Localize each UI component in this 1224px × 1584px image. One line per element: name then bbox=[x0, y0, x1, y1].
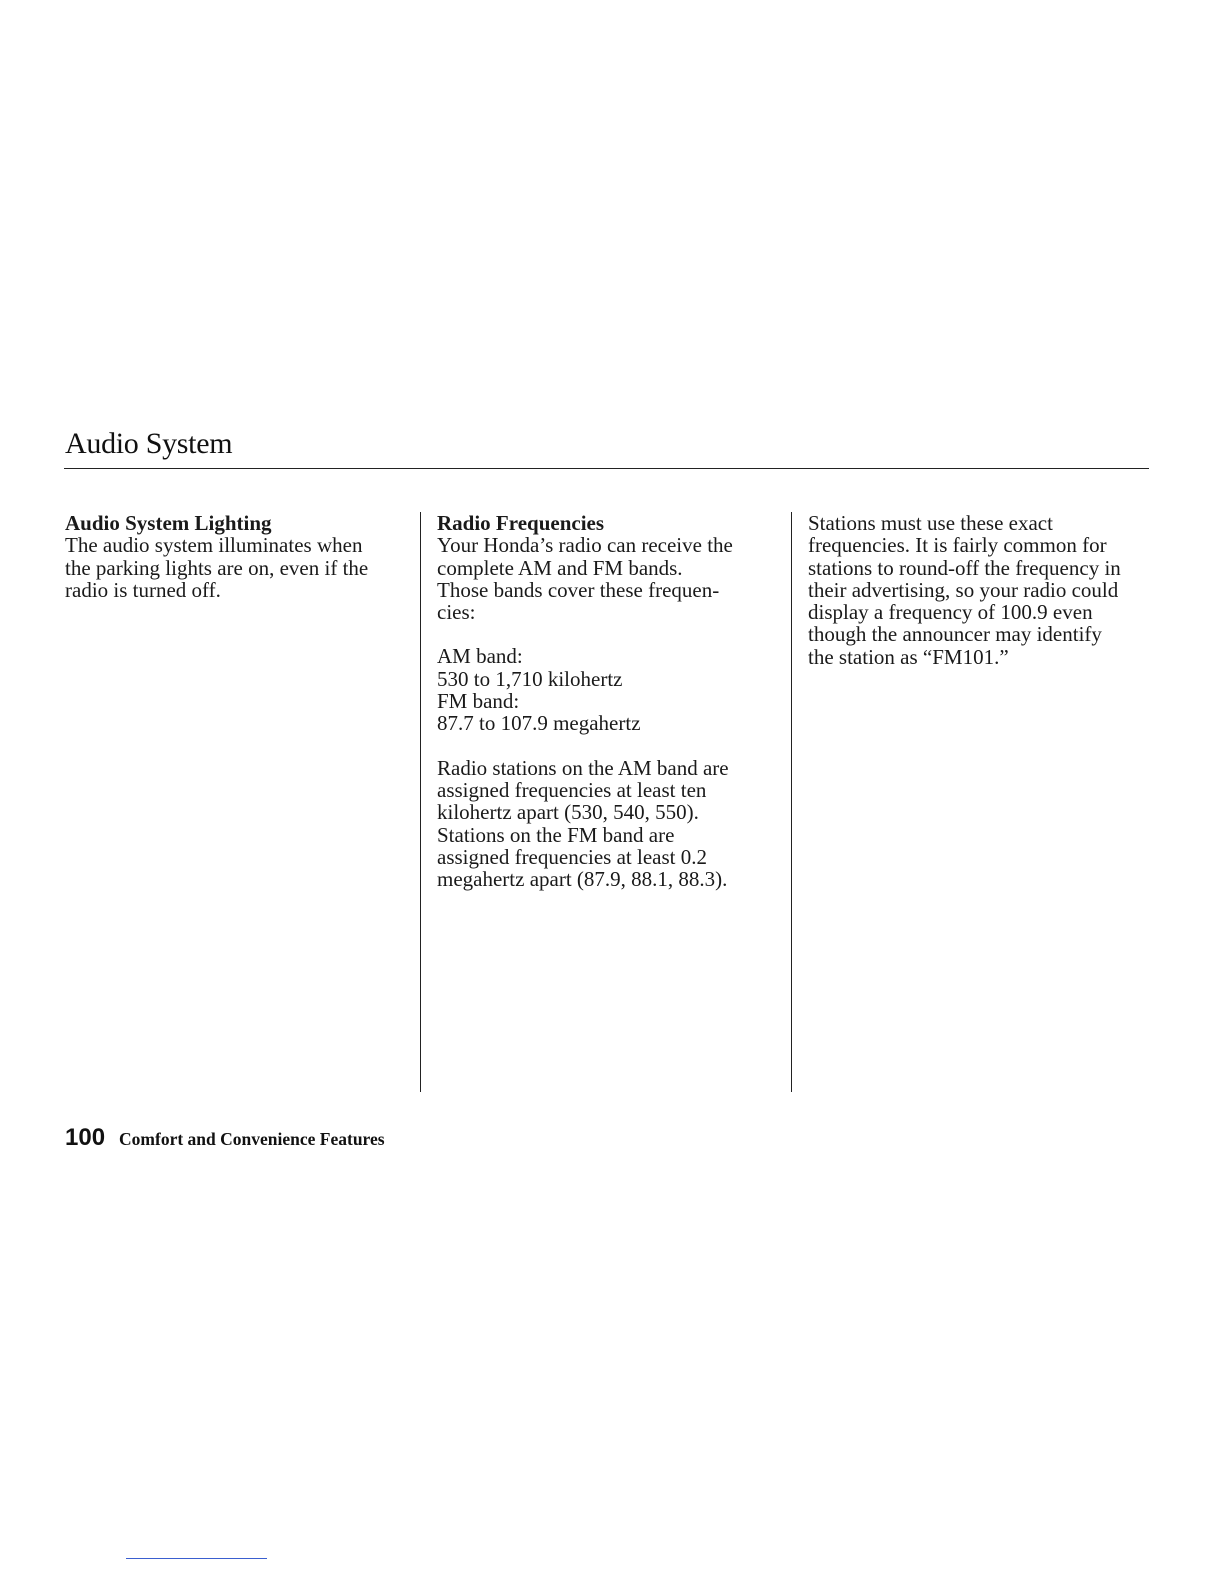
page-number: 100 bbox=[65, 1124, 106, 1151]
column-divider bbox=[420, 512, 421, 1092]
column-exact-frequencies bbox=[808, 512, 1153, 668]
bottom-link-underline bbox=[126, 1558, 267, 1559]
footer-section-name: Comfort and Convenience Features bbox=[119, 1129, 385, 1149]
paragraph-exact-frequencies: Stations must use these exact frequencies. It is fairly common for stations to round-off the frequency in their advertising, so your radio could display a frequency of 100.9 even though the announcer may identify the station as “FM101.” bbox=[808, 511, 1121, 669]
paragraph-bands-intro: Your Honda’s radio can receive the complete AM and FM bands. Those bands cover these frequen- cies: bbox=[437, 533, 733, 625]
title-rule bbox=[64, 468, 1149, 469]
column-divider bbox=[791, 512, 792, 1092]
page-footer bbox=[65, 1124, 385, 1154]
section-heading-radio-frequencies: Radio Frequencies bbox=[437, 511, 605, 535]
column-radio-frequencies bbox=[437, 512, 782, 890]
section-heading-audio-lighting: Audio System Lighting bbox=[65, 511, 272, 535]
paragraph-station-spacing: Radio stations on the AM band are assigned frequencies at least ten kilohertz apart (530, 540, 550). Stations on the FM band are assigned frequencies at least 0.2 megahertz apart (87.9, 88.1, 88.3). bbox=[437, 755, 729, 892]
column-audio-lighting bbox=[65, 512, 410, 601]
paragraph-band-ranges: AM band: 530 to 1,710 kilohertz FM band: 87.7 to 107.9 megahertz bbox=[437, 644, 641, 736]
paragraph-audio-lighting: The audio system illuminates when the parking lights are on, even if the radio is turned off. bbox=[65, 533, 369, 602]
page-title: Audio System bbox=[65, 427, 233, 460]
